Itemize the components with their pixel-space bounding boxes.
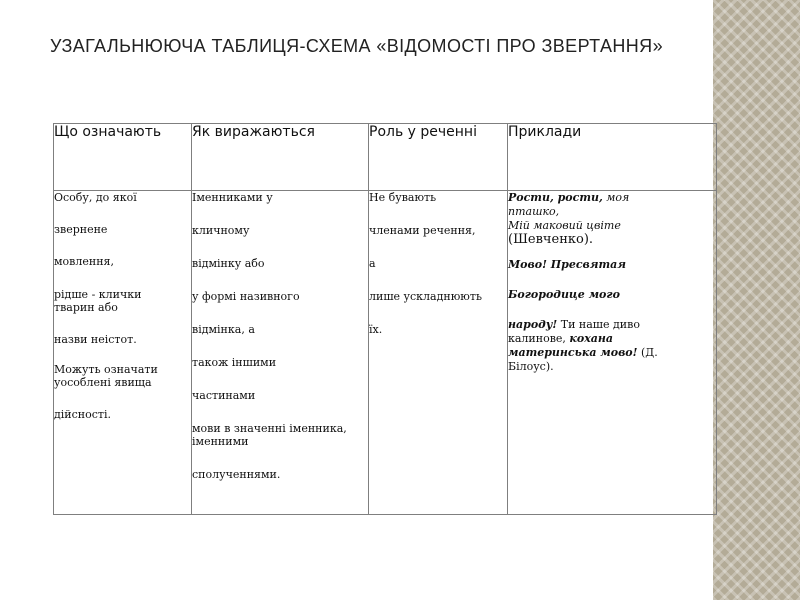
text-line: пташко, xyxy=(508,205,560,218)
address-highlight: народу! xyxy=(508,318,558,331)
header-expression: Як виражаються xyxy=(192,124,369,191)
text-fragment: Ти наше диво xyxy=(557,318,640,331)
text-line: сполученнями. xyxy=(192,468,281,481)
header-role: Роль у реченні xyxy=(369,124,508,191)
address-highlight: Рости, рости, xyxy=(508,191,603,204)
text-line: дійсності. xyxy=(54,408,111,421)
address-highlight: Богородице мого xyxy=(508,288,620,301)
table-body-row xyxy=(54,191,717,515)
summary-table xyxy=(53,123,717,515)
text-line: Іменниками у xyxy=(192,191,273,204)
text-line: мови в значенні іменника, xyxy=(192,422,347,435)
header-examples: Приклади xyxy=(508,124,717,191)
text-line: назви неістот. xyxy=(54,333,137,346)
text-line: відмінка, а xyxy=(192,323,255,336)
text-line: тварин або xyxy=(54,301,118,314)
text-line: їх. xyxy=(369,323,383,336)
text-line xyxy=(54,191,191,204)
cell-role xyxy=(369,191,508,515)
text-line: Можуть означати xyxy=(54,363,158,376)
address-highlight: Мово! Пресвятая xyxy=(508,258,627,271)
text-line: мовлення, xyxy=(54,255,114,268)
text-line: також іншими xyxy=(192,356,277,369)
example-shevchenko xyxy=(508,191,716,247)
example-bilous xyxy=(508,318,716,374)
text-line: членами речення, xyxy=(369,224,476,237)
text-line: частинами xyxy=(192,389,256,402)
text-line: лише ускладнюють xyxy=(369,290,482,303)
slide-title: УЗАГАЛЬНЮЮЧА ТАБЛИЦЯ-СХЕМА «ВІДОМОСТІ ПРО ЗВЕРТАННЯ» xyxy=(50,36,663,56)
cell-expression xyxy=(192,191,369,515)
text-fragment: калинове, xyxy=(508,332,570,345)
text-line: уособлені явища xyxy=(54,376,152,389)
text-line: Не бувають xyxy=(369,191,437,204)
text-line: рідше - клички xyxy=(54,288,142,301)
example-author: Білоус). xyxy=(508,360,554,373)
text-line: Мій маковий цвіте xyxy=(508,219,621,232)
text-line: звернене xyxy=(54,223,108,236)
address-highlight: материнська мово! xyxy=(508,346,638,359)
example-author: (Шевченко). xyxy=(508,232,594,247)
cell-meaning xyxy=(54,191,192,515)
decorative-pattern-strip xyxy=(713,0,800,600)
address-highlight: кохана xyxy=(569,332,614,345)
text-line: іменними xyxy=(192,435,249,448)
text-line: кличному xyxy=(192,224,250,237)
text-fragment: (Д. xyxy=(637,346,658,359)
header-meaning: Що означають xyxy=(54,124,192,191)
cell-examples xyxy=(508,191,717,515)
text-line: Особу, до якої xyxy=(54,191,137,204)
text-fragment: моя xyxy=(602,191,630,204)
table-header-row xyxy=(54,124,717,191)
text-line: відмінку або xyxy=(192,257,265,270)
text-line: а xyxy=(369,257,376,270)
text-line: у формі називного xyxy=(192,290,300,303)
